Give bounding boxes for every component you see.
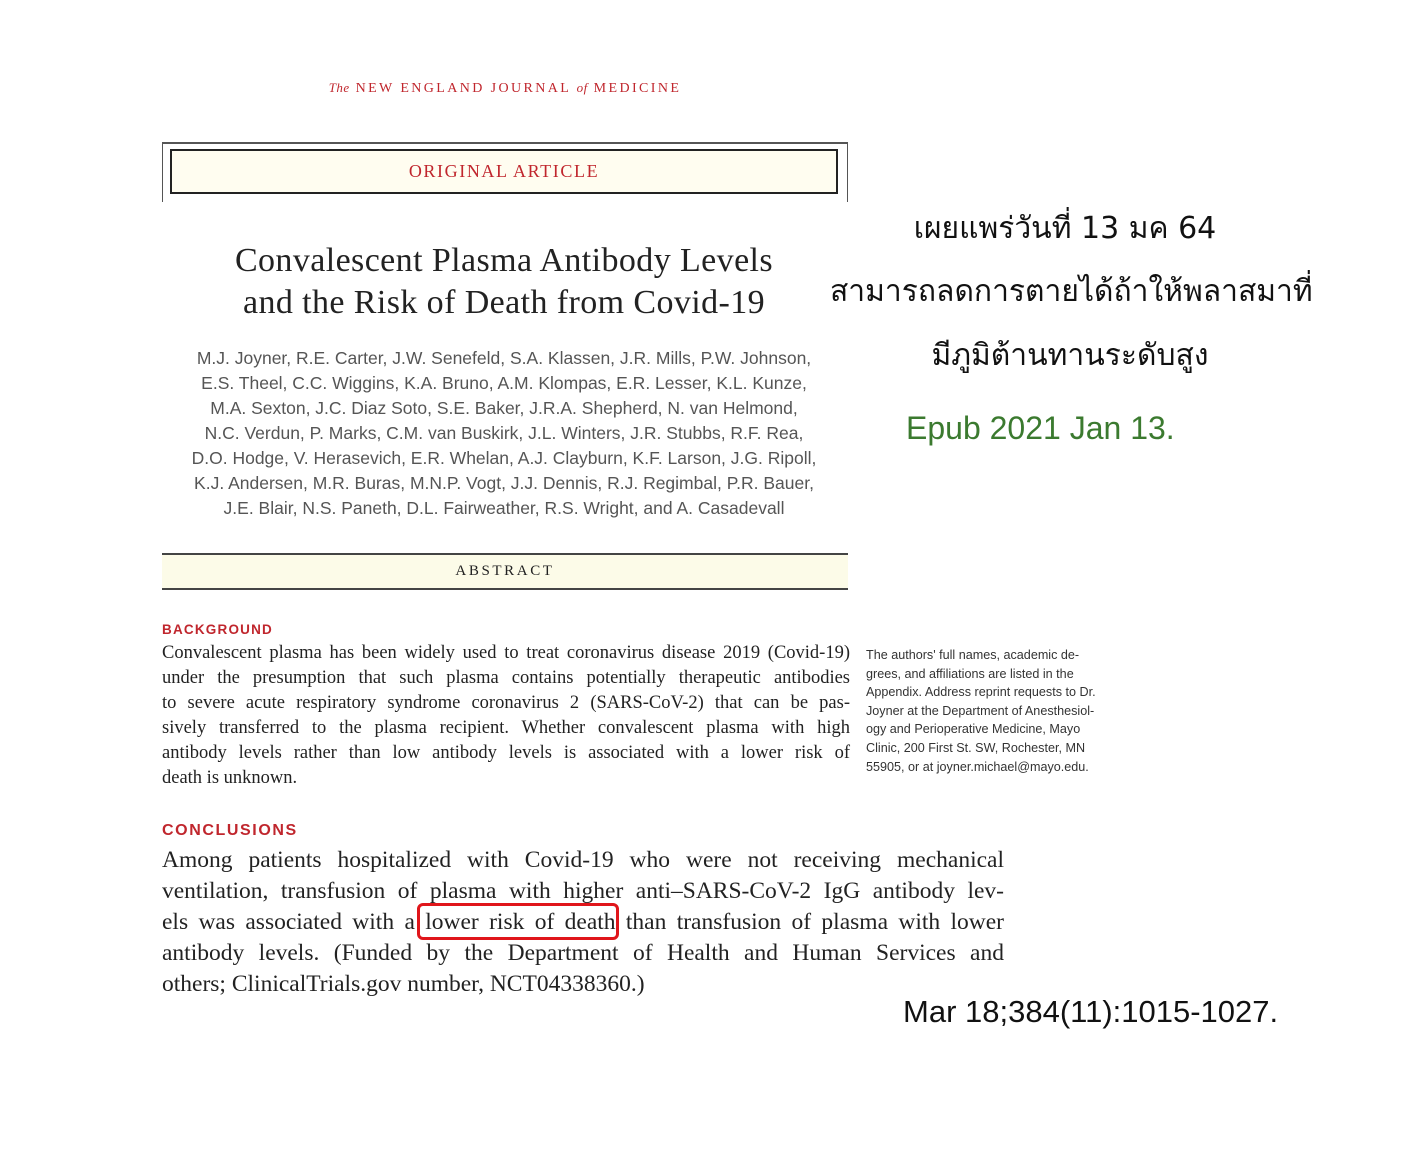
title-line-2: and the Risk of Death from Covid-19 — [242, 284, 766, 321]
side-note-line: Joyner at the Department of Anesthesiol- — [866, 703, 1095, 718]
author-line: J.E. Blair, N.S. Paneth, D.L. Fairweather, R.S. Wright, and A. Casadevall — [223, 498, 785, 518]
article-type-label: ORIGINAL ARTICLE — [408, 161, 600, 181]
citation-reference: Mar 18;384(11):1015-1027. — [903, 994, 1279, 1029]
background-line: to severe acute respiratory syndrome coronavirus 2 (SARS-CoV-2) that can be pas- — [162, 693, 850, 713]
background-line: under the presumption that such plasma contains potentially therapeutic antibodies — [162, 668, 850, 688]
author-line: K.J. Andersen, M.R. Buras, M.N.P. Vogt, J.J. Dennis, R.J. Regimbal, P.R. Bauer, — [194, 473, 814, 493]
background-line: Convalescent plasma has been widely used to treat coronavirus disease 2019 (Covid-19) — [162, 643, 850, 663]
journal-name: NEW ENGLAND JOURNAL — [355, 81, 571, 96]
side-note-line: Clinic, 200 First St. SW, Rochester, MN — [866, 740, 1086, 755]
conclusions-heading: CONCLUSIONS — [162, 822, 298, 839]
conclusions-line: antibody levels. (Funded by the Department of Health and Human Services and — [162, 940, 1004, 966]
side-note-line: ogy and Perioperative Medicine, Mayo — [866, 722, 1081, 737]
paper-title — [162, 240, 846, 324]
side-note-line: 55905, or at joyner.michael@mayo.edu. — [866, 759, 1089, 774]
thai-annotation-summary-cont: มีภูมิต้านทานระดับสูง — [931, 338, 1209, 373]
title-line-1: Convalescent Plasma Antibody Levels — [234, 242, 774, 279]
conclusions-line: ventilation, transfusion of plasma with higher anti–SARS-CoV-2 IgG antibody lev- — [162, 878, 1004, 904]
lower-risk-highlight-box — [417, 903, 619, 940]
epub-date: Epub 2021 Jan 13. — [906, 410, 1175, 446]
abstract-label: ABSTRACT — [455, 563, 555, 579]
background-line: death is unknown. — [162, 768, 298, 788]
journal-prefix: The — [328, 80, 350, 95]
side-note-line: grees, and affiliations are listed in the — [866, 666, 1074, 681]
background-text — [162, 641, 850, 791]
background-line: sively transferred to the plasma recipient. Whether convalescent plasma with high — [162, 718, 850, 738]
thai-annotation-date: เผยแพร่วันที่ 13 มค 64 — [913, 211, 1217, 246]
author-line: M.J. Joyner, R.E. Carter, J.W. Senefeld, S.A. Klassen, J.R. Mills, P.W. Johnson, — [196, 348, 812, 368]
author-line: M.A. Sexton, J.C. Diaz Soto, S.E. Baker, J.R.A. Shepherd, N. van Helmond, — [210, 398, 798, 418]
background-line: antibody levels rather than low antibody levels is associated with a lower risk of — [162, 743, 850, 763]
author-line: E.S. Theel, C.C. Wiggins, K.A. Bruno, A.M. Klompas, E.R. Lesser, K.L. Kunze, — [201, 373, 807, 393]
author-line: N.C. Verdun, P. Marks, C.M. van Buskirk, J.L. Winters, J.R. Stubbs, R.F. Rea, — [204, 423, 804, 443]
author-side-note — [866, 646, 1132, 776]
thai-annotation-summary: สามารถลดการตายได้ถ้าให้พลาสมาที่ — [830, 274, 1313, 309]
side-note-line: Appendix. Address reprint requests to Dr. — [866, 685, 1096, 700]
journal-of: of — [576, 80, 588, 95]
author-list — [162, 346, 846, 521]
article-type-box — [170, 149, 838, 194]
conclusions-line: others; ClinicalTrials.gov number, NCT04338360.) — [162, 971, 645, 997]
conclusions-line: els was associated with a lower risk of death than transfusion of plasma with lower — [162, 909, 1004, 935]
author-line: D.O. Hodge, V. Herasevich, E.R. Whelan, A.J. Clayburn, K.F. Larson, J.G. Ripoll, — [191, 448, 817, 468]
background-heading: BACKGROUND — [162, 622, 273, 637]
conclusions-line: Among patients hospitalized with Covid-19 who were not receiving mechanical — [162, 847, 1004, 873]
side-note-line: The authors' full names, academic de- — [866, 648, 1080, 662]
journal-header — [160, 80, 850, 97]
abstract-bar — [162, 553, 848, 590]
journal-suffix: MEDICINE — [593, 81, 682, 96]
